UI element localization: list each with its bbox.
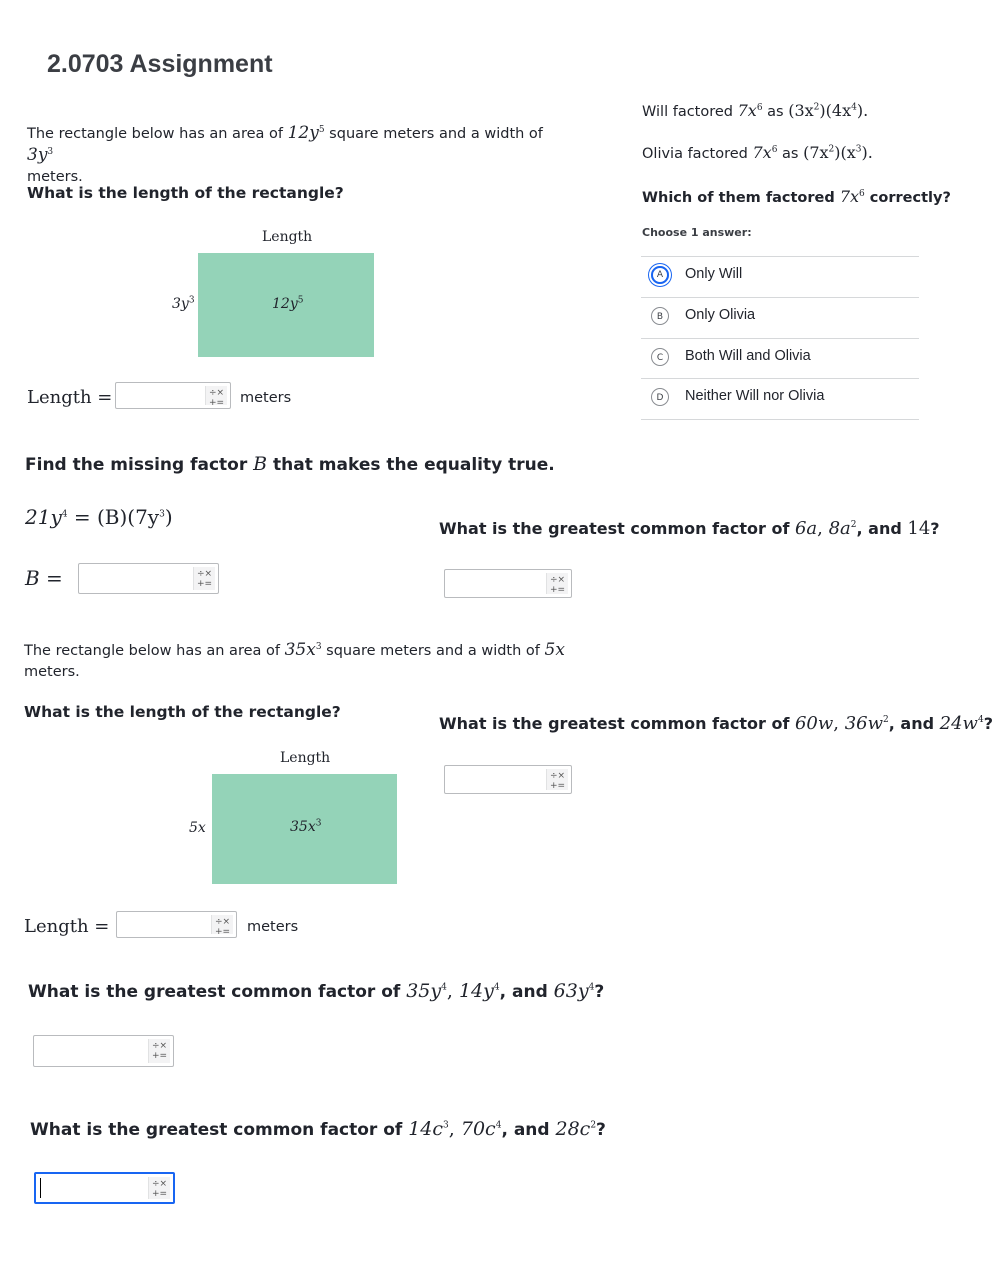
- q8-question: What is the greatest common factor of $14c^3$, $70c^4$, and $28c^2$?: [30, 1118, 606, 1140]
- q4-answer-input[interactable]: [444, 569, 572, 598]
- q6-answer-input[interactable]: [444, 765, 572, 794]
- q1-diagram-length-label: Length: [262, 229, 313, 245]
- q3-will-line: Will factored $7x^6$ as $(3x^2)(4x^4)$.: [642, 101, 869, 120]
- choice-c-label: Both Will and Olivia: [685, 348, 811, 364]
- q1-width-exp: 3: [47, 147, 54, 158]
- q7-answer-input[interactable]: [33, 1035, 174, 1067]
- math-keypad-icon[interactable]: ÷× +=: [148, 1177, 170, 1199]
- q1-prompt: [27, 123, 567, 188]
- q6-question: What is the greatest common factor of 60w, $36w^2$, and $24w^4$?: [439, 713, 993, 734]
- q1-answer-label: Length =: [27, 387, 113, 408]
- q1-question: What is the length of the rectangle?: [27, 184, 344, 202]
- page-title: 2.0703 Assignment: [47, 50, 273, 78]
- choice-a-label: Only Will: [685, 266, 743, 282]
- q3-olivia-line: Olivia factored $7x^6$ as $(7x^2)(x^3)$.: [642, 143, 873, 162]
- choice-b-radio[interactable]: B: [651, 307, 669, 325]
- choice-b[interactable]: [641, 297, 919, 337]
- q1-intro-a: The rectangle below has an area of: [27, 126, 288, 142]
- math-keypad-icon[interactable]: ÷× +=: [148, 1039, 170, 1063]
- math-keypad-icon[interactable]: ÷× +=: [205, 386, 227, 405]
- choice-divider: [641, 419, 919, 420]
- q1-units: meters: [240, 390, 292, 406]
- choice-d[interactable]: [641, 378, 919, 418]
- choice-c[interactable]: [641, 338, 919, 378]
- q5-answer-label: Length =: [24, 916, 110, 937]
- q1-area-coef: 12y: [287, 123, 319, 143]
- q5-answer-input[interactable]: [116, 911, 237, 938]
- choice-d-label: Neither Will nor Olivia: [685, 388, 825, 404]
- q3-question: Which of them factored $7x^6$ correctly?: [642, 187, 951, 206]
- choice-a-radio[interactable]: A: [651, 266, 669, 284]
- q1-diagram-area: $12y^5$: [272, 295, 304, 312]
- q2-answer-label: B =: [25, 566, 63, 590]
- q2-question: Find the missing factor B that makes the equality true.: [25, 453, 555, 475]
- choice-c-radio[interactable]: C: [651, 348, 669, 366]
- q7-question: What is the greatest common factor of $35y^4$, $14y^4$, and $63y^4$?: [28, 980, 605, 1002]
- q1-width-coef: 3y: [27, 145, 48, 165]
- q1-intro-c: meters.: [27, 169, 83, 185]
- q2-answer-input[interactable]: [78, 563, 219, 594]
- q1-answer-input[interactable]: [115, 382, 231, 409]
- math-keypad-icon[interactable]: ÷× +=: [193, 567, 215, 590]
- q5-diagram-length-label: Length: [280, 750, 331, 766]
- q1-diagram-width: $3y^3$: [172, 295, 195, 312]
- q5-units: meters: [247, 919, 299, 935]
- q1-intro-b: square meters and a width of: [324, 126, 543, 142]
- choice-a[interactable]: [641, 256, 919, 296]
- q8-answer-input[interactable]: [34, 1172, 175, 1204]
- q5-prompt: The rectangle below has an area of $35x^3$ square meters and a width of 5x meters.: [24, 640, 565, 680]
- text-caret: [40, 1178, 41, 1198]
- q1-area-exp: 5: [318, 125, 325, 136]
- q2-equation: $21y^4 = (B)(7y^3)$: [25, 505, 173, 529]
- q3-choose-label: Choose 1 answer:: [642, 226, 752, 239]
- q5-diagram-width: 5x: [189, 820, 206, 836]
- q4-question: What is the greatest common factor of 6a, $8a^2$, and 14?: [439, 518, 940, 539]
- choice-b-label: Only Olivia: [685, 307, 756, 323]
- q5-question: What is the length of the rectangle?: [24, 703, 341, 721]
- math-keypad-icon[interactable]: ÷× +=: [546, 573, 568, 594]
- choice-d-radio[interactable]: D: [651, 388, 669, 406]
- q5-diagram-area: $35x^3$: [290, 818, 322, 835]
- math-keypad-icon[interactable]: ÷× +=: [211, 915, 233, 934]
- math-keypad-icon[interactable]: ÷× +=: [546, 769, 568, 790]
